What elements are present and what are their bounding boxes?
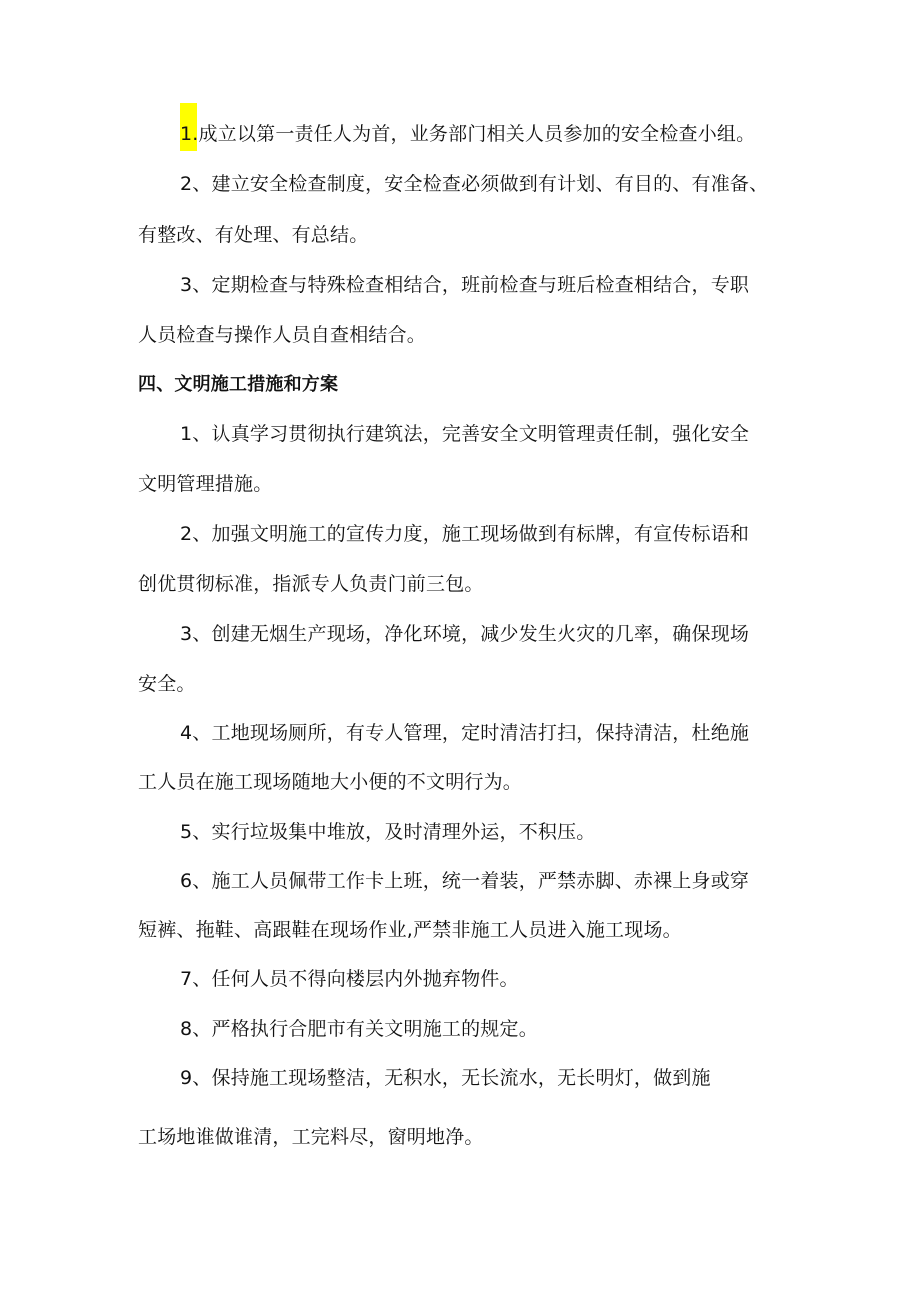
measure-4-line-1: 4、工地现场厕所，有专人管理，定时清洁打扫，保持清洁，杜绝施 bbox=[180, 722, 750, 744]
measure-9-line-1: 9、保持施工现场整洁，无积水，无长流水，无长明灯，做到施 bbox=[180, 1067, 711, 1089]
measure-7-line: 7、任何人员不得向楼层内外抛弃物件。 bbox=[180, 968, 519, 990]
item-1-line bbox=[180, 121, 755, 147]
measure-1-line-1: 1、认真学习贯彻执行建筑法，完善安全文明管理责任制，强化安全 bbox=[180, 423, 750, 445]
measure-3-line-1: 3、创建无烟生产现场，净化环境，减少发生火灾的几率，确保现场 bbox=[180, 623, 750, 645]
measure-5-line: 5、实行垃圾集中堆放，及时清理外运，不积压。 bbox=[180, 821, 596, 843]
section-heading: 四、文明施工措施和方案 bbox=[138, 374, 339, 395]
item-3-line-1: 3、定期检查与特殊检查相结合，班前检查与班后检查相结合，专职 bbox=[180, 274, 750, 296]
measure-2-line-1: 2、加强文明施工的宣传力度，施工现场做到有标牌，有宣传标语和 bbox=[180, 523, 750, 545]
item-1-text: 成立以第一责任人为首，业务部门相关人员参加的安全检查小组。 bbox=[198, 123, 756, 145]
item-3-line-2: 人员检查与操作人员自查相结合。 bbox=[138, 324, 427, 346]
measure-6-line-1: 6、施工人员佩带工作卡上班，统一着装，严禁赤脚、赤裸上身或穿 bbox=[180, 870, 750, 892]
item-2-line-1: 2、建立安全检查制度，安全检查必须做到有计划、有目的、有准备、 bbox=[180, 173, 769, 195]
measure-8-line: 8、严格执行合肥市有关文明施工的规定。 bbox=[180, 1018, 538, 1040]
measure-6-line-2: 短裤、拖鞋、高跟鞋在现场作业,严禁非施工人员进入施工现场。 bbox=[138, 919, 682, 941]
item-1-number: 1. bbox=[180, 123, 199, 145]
measure-1-line-2: 文明管理措施。 bbox=[138, 473, 273, 495]
item-2-line-2: 有整改、有处理、有总结。 bbox=[138, 224, 369, 246]
measure-9-line-2: 工场地谁做谁清，工完料尽，窗明地净。 bbox=[138, 1126, 484, 1148]
measure-3-line-2: 安全。 bbox=[138, 673, 196, 695]
measure-4-line-2: 工人员在施工现场随地大小便的不文明行为。 bbox=[138, 771, 523, 793]
measure-2-line-2: 创优贯彻标准，指派专人负责门前三包。 bbox=[138, 573, 484, 595]
